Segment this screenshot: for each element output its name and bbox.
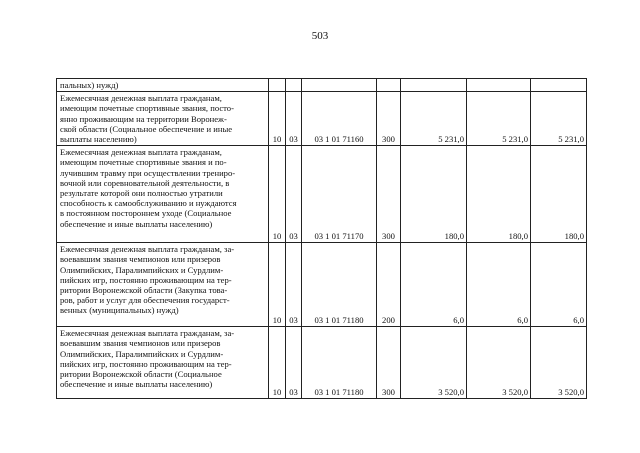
subsection-code: 03 bbox=[286, 146, 302, 243]
section-code: 10 bbox=[269, 243, 286, 327]
table-row bbox=[57, 327, 587, 399]
expense-type-code: 300 bbox=[377, 327, 401, 399]
table-row bbox=[57, 92, 587, 146]
amount-year-3: 3 520,0 bbox=[531, 327, 587, 399]
subsection-code: 03 bbox=[286, 243, 302, 327]
target-article-code: 03 1 01 71180 bbox=[302, 243, 377, 327]
target-article-code bbox=[302, 79, 377, 92]
amount-year-1: 5 231,0 bbox=[401, 92, 467, 146]
subsection-code: 03 bbox=[286, 92, 302, 146]
expense-type-code: 300 bbox=[377, 92, 401, 146]
expense-type-code: 300 bbox=[377, 146, 401, 243]
subsection-code bbox=[286, 79, 302, 92]
amount-year-1: 180,0 bbox=[401, 146, 467, 243]
amount-year-1 bbox=[401, 79, 467, 92]
section-code: 10 bbox=[269, 92, 286, 146]
section-code bbox=[269, 79, 286, 92]
row-description: Ежемесячная денежная выплата гражданам, имеющим почетные спортивные звания, посто- янно проживающим на территории Воронеж- ской области (Социальное обеспечение и иные выплаты населению) bbox=[57, 92, 269, 146]
amount-year-2 bbox=[467, 79, 531, 92]
amount-year-3: 6,0 bbox=[531, 243, 587, 327]
target-article-code: 03 1 01 71160 bbox=[302, 92, 377, 146]
row-description: пальных) нужд) bbox=[57, 79, 269, 92]
row-description: Ежемесячная денежная выплата гражданам, за- воевавшим звания чемпионов или призеров Олимпийских, Паралимпийских и Сурдлим- пийских игр, постоянно проживающим на тер- ритории Воронежской области (Социальное обеспечение и иные выплаты населению) bbox=[57, 327, 269, 399]
expense-type-code: 200 bbox=[377, 243, 401, 327]
expense-type-code bbox=[377, 79, 401, 92]
amount-year-1: 6,0 bbox=[401, 243, 467, 327]
amount-year-2: 180,0 bbox=[467, 146, 531, 243]
amount-year-3: 5 231,0 bbox=[531, 92, 587, 146]
amount-year-2: 5 231,0 bbox=[467, 92, 531, 146]
subsection-code: 03 bbox=[286, 327, 302, 399]
table-row bbox=[57, 243, 587, 327]
page-number: 503 bbox=[311, 30, 329, 42]
row-description: Ежемесячная денежная выплата гражданам, имеющим почетные спортивные звания и по- лучившим травму при осуществлении трениро- вочной или соревновательной деятельности, в результате которой они полностью утратили способность к самообслуживанию и нуждаются в постоянном постороннем уходе (Социальное обеспечение и иные выплаты населению) bbox=[57, 146, 269, 243]
amount-year-3: 180,0 bbox=[531, 146, 587, 243]
amount-year-3 bbox=[531, 79, 587, 92]
amount-year-2: 6,0 bbox=[467, 243, 531, 327]
amount-year-1: 3 520,0 bbox=[401, 327, 467, 399]
section-code: 10 bbox=[269, 327, 286, 399]
target-article-code: 03 1 01 71170 bbox=[302, 146, 377, 243]
target-article-code: 03 1 01 71180 bbox=[302, 327, 377, 399]
table-row bbox=[57, 79, 587, 92]
row-description: Ежемесячная денежная выплата гражданам, за- воевавшим звания чемпионов или призеров Олимпийских, Паралимпийских и Сурдлим- пийских игр, постоянно проживающим на тер- ритории Воронежской области (Закупка това- ров, работ и услуг для обеспечения государст- венных (муниципальных) нужд) bbox=[57, 243, 269, 327]
section-code: 10 bbox=[269, 146, 286, 243]
budget-table bbox=[56, 78, 587, 399]
amount-year-2: 3 520,0 bbox=[467, 327, 531, 399]
table-row bbox=[57, 146, 587, 243]
